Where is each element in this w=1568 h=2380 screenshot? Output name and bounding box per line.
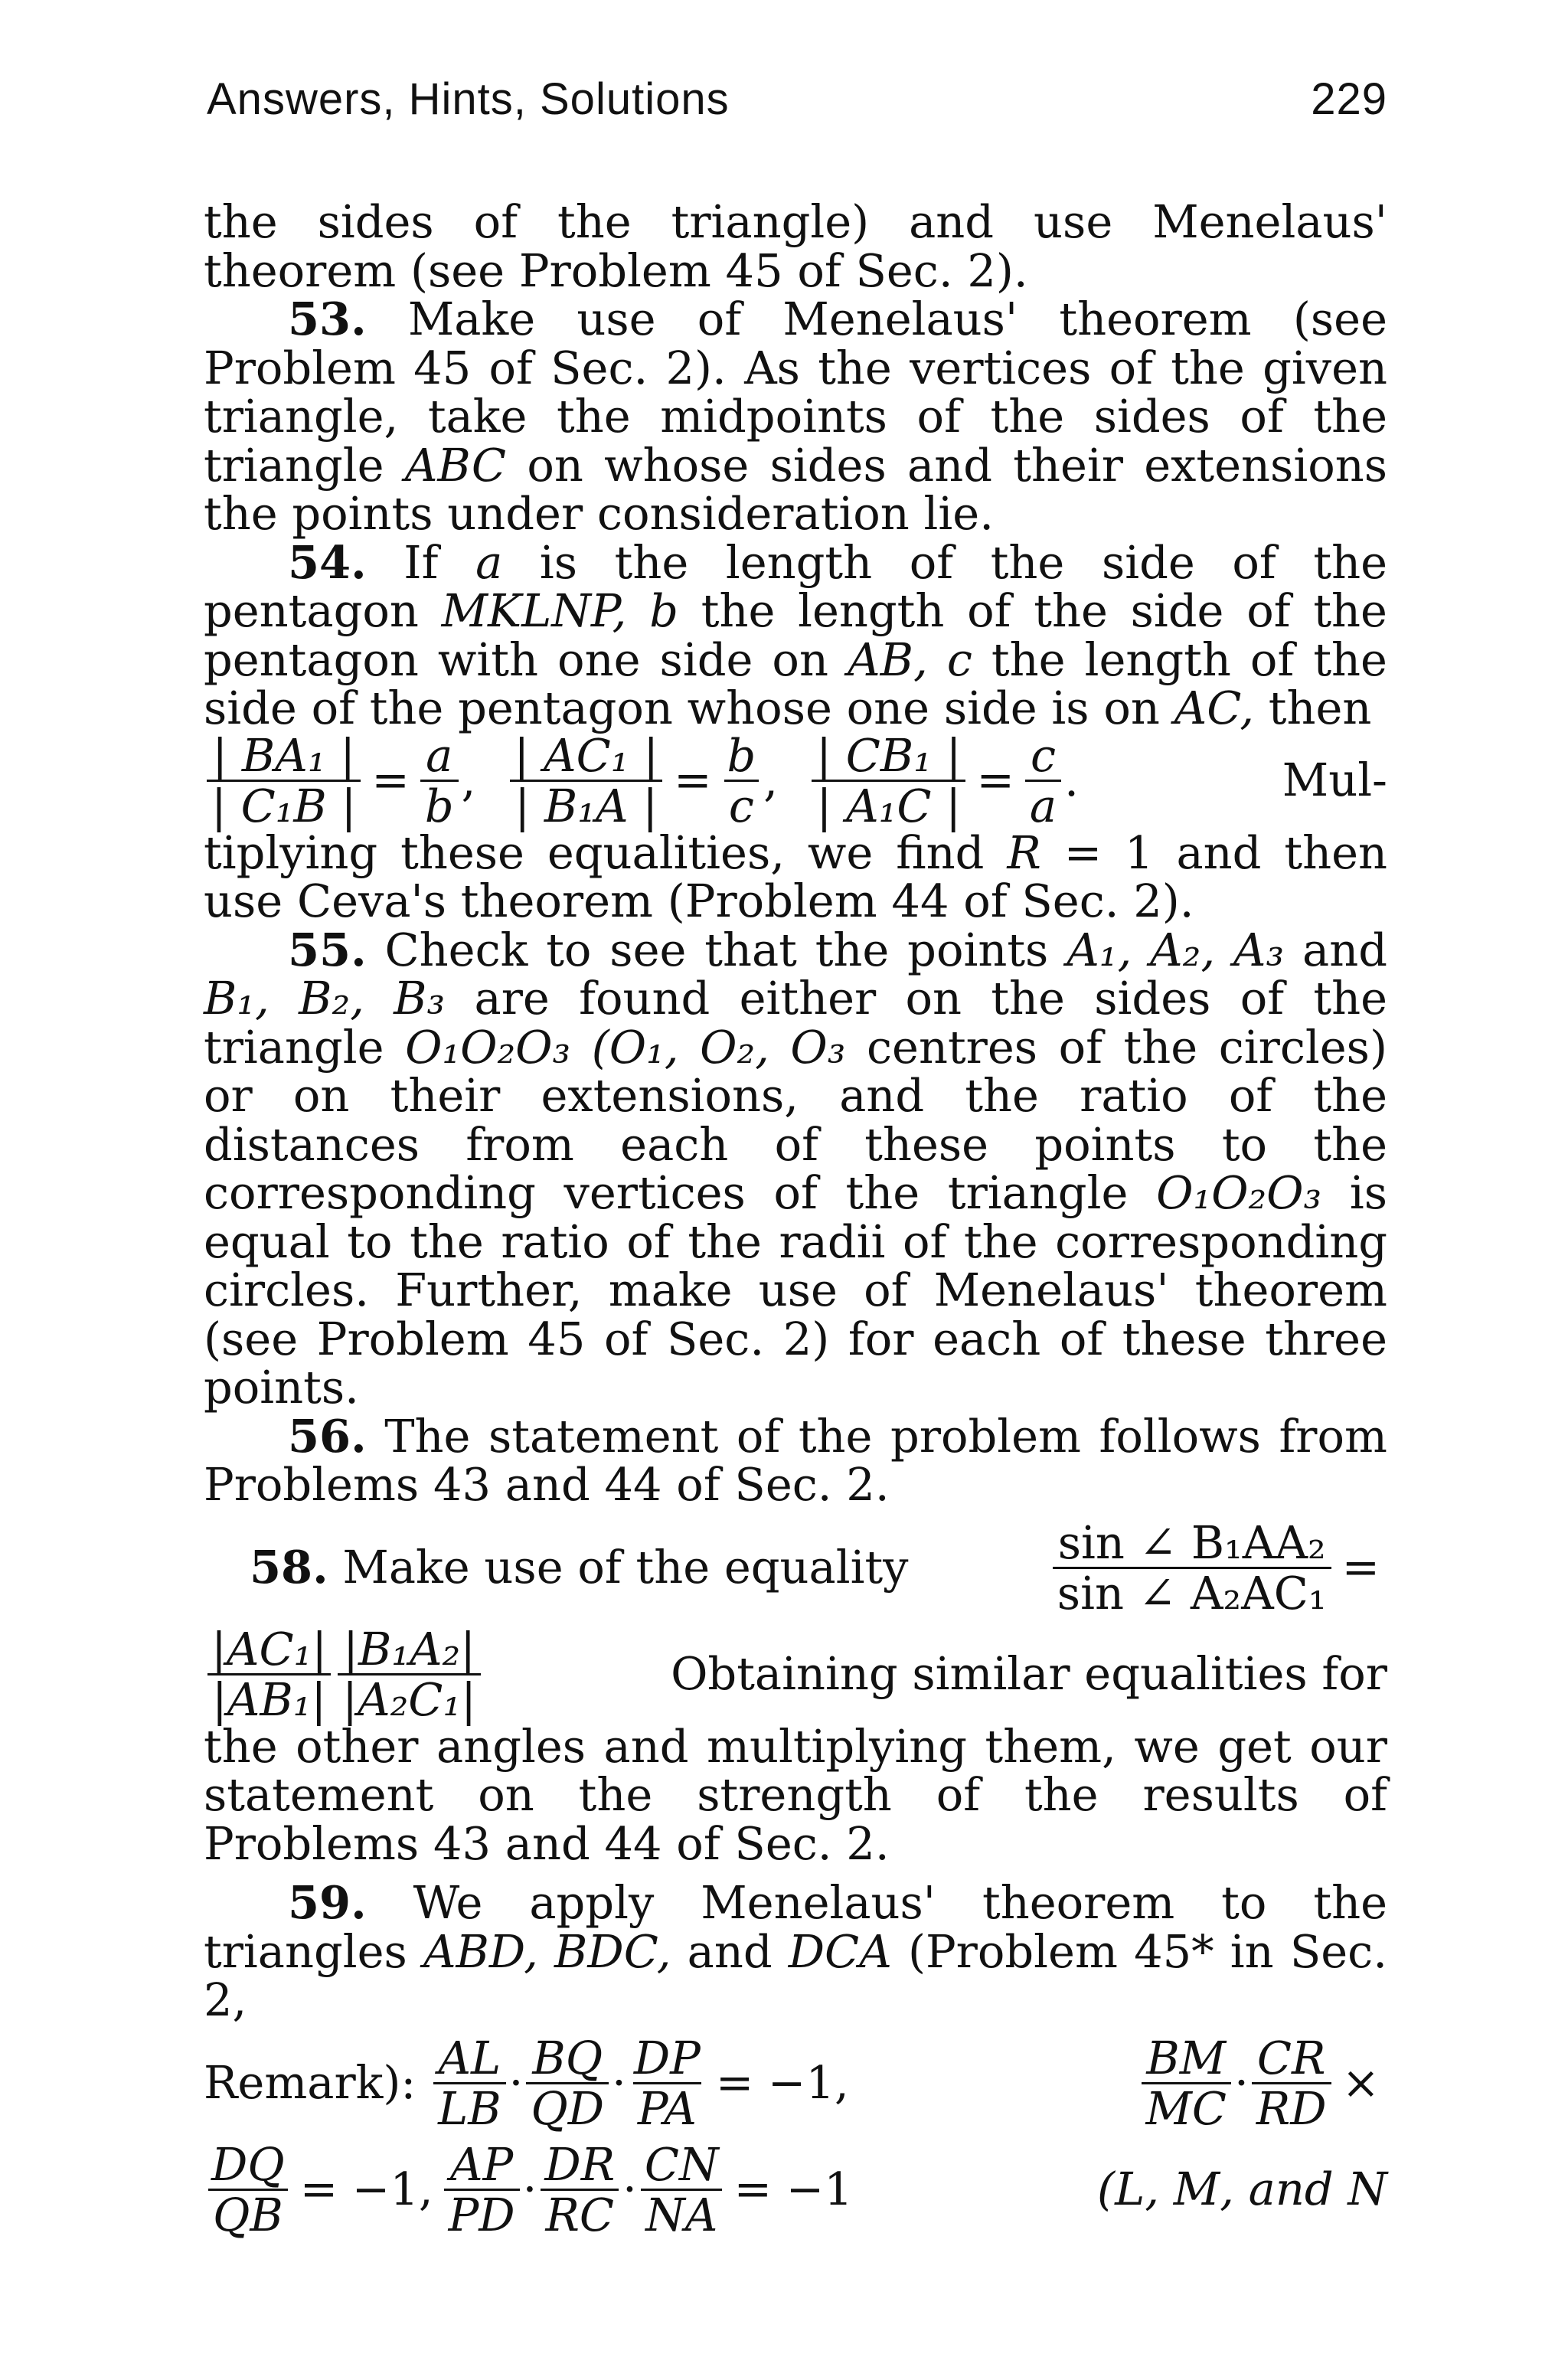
answer-58-equality-line: 58. Make use of the equality $\frac{\text{sin ∠ B₁AA₂}}{\text{sin ∠ A₂AC₁}}$ =	[250, 1515, 1380, 1620]
answer-58-ratio-line: $\frac{\text{|AC₁|}}{\text{|AB₁|}}$ $\frac{\text{|B₁A₂|}}{\text{|A₂C₁|}}$ Obtaining similar equalities for	[204, 1626, 1387, 1722]
answer-54: 54. If a is the length of the side of the pentagon MKLNP, b the length of the side of the pentagon with one side on AB, c the length of the side of the pentagon whose one side is on AC, then	[204, 535, 1387, 734]
answer-59: 59. We apply Menelaus' theorem to the triangles ABD, BDC, and DCA (Problem 45* in Sec. 2,	[204, 1876, 1388, 2026]
answer-59-equation-line-1: Remark): $\frac{AL}{LB}$ · $\frac{BQ}{QD}$ · $\frac{DP}{PA}$ = −1, $\frac{BM}{MC}$ · $\frac{CR}{RD}$ ×	[204, 2031, 1380, 2135]
answer-number: 59.	[288, 1876, 367, 1929]
fraction: $\frac{AL}{LB}$	[433, 2035, 506, 2131]
fraction: $\frac{BM}{MC}$	[1142, 2035, 1232, 2131]
answer-53: 53. Make use of Menelaus' theorem (see Problem 45 of Sec. 2). As the vertices of the given triangle, take the midpoints of the sides of the triangle ABC on whose sides and their extensions the points under consideration lie.	[204, 293, 1387, 540]
answer-number: 54.	[288, 535, 367, 589]
fraction: $\frac{CR}{RD}$	[1252, 2035, 1331, 2131]
fraction: $\frac{\text{sin ∠ B₁AA₂}}{\text{sin ∠ A₂AC₁}}$	[1053, 1520, 1331, 1616]
fraction: $\frac{a}{b}$	[420, 733, 459, 829]
answer-number: 58.	[250, 1541, 328, 1594]
paragraph-continuation: the sides of the triangle) and use Menelaus' theorem (see Problem 45 of Sec. 2).	[204, 195, 1387, 297]
fraction: $\frac{c}{a}$	[1025, 733, 1061, 829]
answer-59-equation-line-2: $\frac{DQ}{QB}$ = −1, $\frac{AP}{PD}$ · $\frac{DR}{RC}$ · $\frac{CN}{NA}$ = −1 (L, M, and N	[204, 2142, 1387, 2238]
fraction: $\frac{BQ}{QD}$	[526, 2035, 609, 2131]
fraction: $\frac{DQ}{QB}$	[207, 2142, 289, 2238]
answer-number: 56.	[288, 1409, 367, 1463]
answer-55: 55. Check to see that the points A₁, A₂, A₃ and B₁, B₂, B₃ are found either on the sides of the triangle O₁O₂O₃ (O₁, O₂, O₃ centres of the circles) or on their extensions, and the ratio of the distances from each of these points to the corresponding vertices of the triangle O₁O₂O₃ is equal to the ratio of the radii of the corresponding circles. Further, make use of Menelaus' theorem (see Problem 45 of Sec. 2) for each of these three points.	[204, 923, 1388, 1414]
answer-58-continued: the other angles and multiplying them, we get our statement on the strength of the results of Problems 43 and 44 of Sec. 2.	[204, 1719, 1387, 1870]
answer-56: 56. The statement of the problem follows from Problems 43 and 44 of Sec. 2.	[204, 1409, 1387, 1511]
fraction: $\frac{CN}{NA}$	[640, 2142, 724, 2238]
ratio-equalities-line: $\frac{\text{| BA₁ |}}{\text{| C₁B |}}$ = $\frac{a}{b}$ , $\frac{\text{| AC₁ |}}{\text{| B₁A |}}$ = $\frac{b}{c}$ , $\frac{\text{| CB₁ |}}{\text{| A₁C |}}$ = $\frac{c}{a}$ . Mul-	[204, 733, 1387, 829]
fraction: $\frac{AP}{PD}$	[444, 2142, 520, 2238]
header-title: Answers, Hints, Solutions	[207, 74, 730, 124]
fraction: $\frac{DP}{PA}$	[633, 2031, 701, 2135]
fraction: $\frac{\text{|AC₁|}}{\text{|AB₁|}}$	[207, 1626, 332, 1722]
answer-number: 53.	[288, 293, 367, 345]
fraction: $\frac{DR}{RC}$	[540, 2142, 619, 2238]
page-body	[204, 195, 1388, 2241]
fraction: $\frac{b}{c}$	[723, 733, 761, 829]
answer-54-continued: tiplying these equalities, we find R = 1 and then use Ceva's theorem (Problem 44 of Sec. 2).	[204, 825, 1387, 927]
fraction: $\frac{\text{| BA₁ |}}{\text{| C₁B |}}$	[207, 733, 361, 829]
fraction: $\frac{\text{|B₁A₂|}}{\text{|A₂C₁|}}$	[338, 1626, 481, 1722]
page-number: 229	[1311, 74, 1387, 124]
answer-number: 55.	[288, 923, 367, 976]
running-header	[207, 74, 1387, 125]
fraction: $\frac{\text{| CB₁ |}}{\text{| A₁C |}}$	[812, 733, 965, 829]
fraction: $\frac{\text{| AC₁ |}}{\text{| B₁A |}}$	[509, 733, 663, 829]
